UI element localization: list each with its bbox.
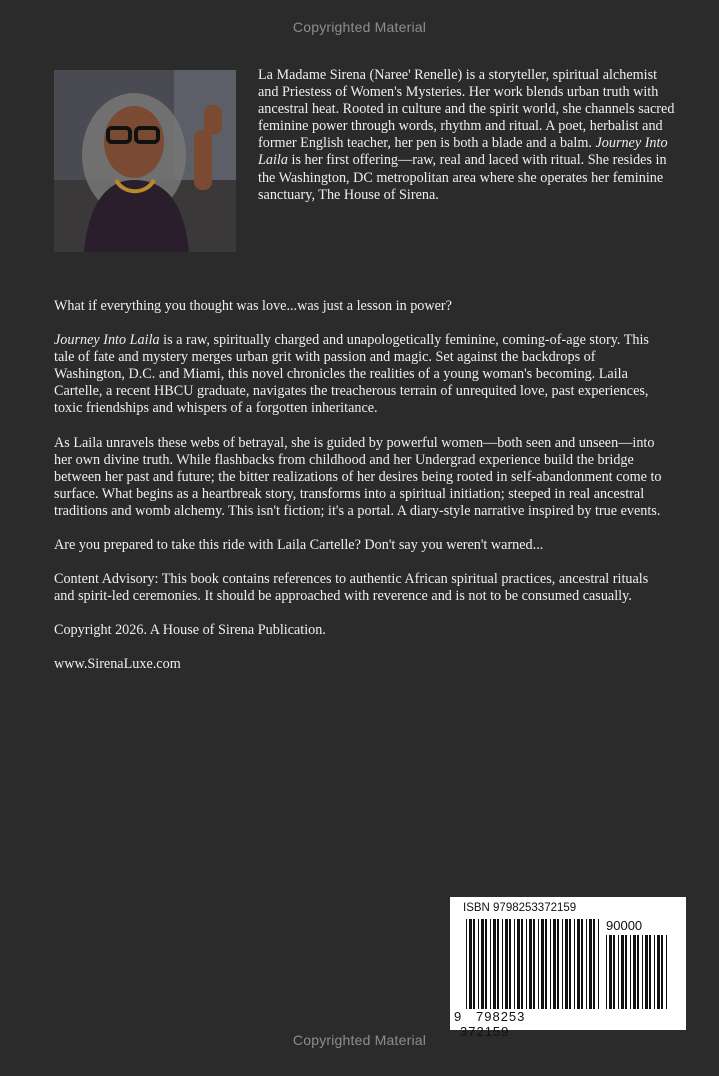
barcode-bar (514, 919, 515, 1009)
barcode-bar (586, 919, 587, 1009)
barcode-bar (645, 935, 648, 1009)
barcode-bar (466, 919, 467, 1009)
barcode-bar (478, 919, 479, 1009)
barcode-bar (618, 935, 619, 1009)
author-portrait-image (54, 70, 236, 252)
description-book-title: Journey Into Laila (54, 332, 160, 349)
barcode-bar (625, 935, 627, 1009)
barcode-bar (557, 919, 559, 1009)
barcode-bar (497, 919, 499, 1009)
barcode-bar (581, 919, 583, 1009)
barcode-bar (569, 919, 571, 1009)
barcode-bar (502, 919, 503, 1009)
content-advisory: Content Advisory: This book contains references to authentic African spiritual practices, ancestral rituals and spirit-led ceremonies. It should be approached with reverence and is not to be consumed casually. (54, 571, 649, 605)
barcode-bar (593, 919, 595, 1009)
barcode-bar (609, 935, 612, 1009)
barcode-bar (526, 919, 527, 1009)
website-url: www.SirenaLuxe.com (54, 656, 181, 673)
copyright-watermark-top: Copyrighted Material (292, 19, 427, 35)
barcode-bar (649, 935, 651, 1009)
barcode-bar (666, 935, 667, 1009)
isbn-digits-group-1: 798253 (476, 1009, 526, 1024)
barcode-bar (509, 919, 511, 1009)
bio-text-1: La Madame Sirena (Naree' Renelle) is a storyteller, spiritual alchemist and Priestess of Women's Mysteries. Her work blends urban truth with ancestral heat. Rooted in culture and the spirit world, she channels sacred feminine power through words, rhythm and ritual. A poet, herbalist and former English teacher, her pen is both a blade and a balm. (258, 67, 675, 152)
barcode-bar (553, 919, 556, 1009)
barcode-bar (473, 919, 475, 1009)
barcode-bar (469, 919, 472, 1009)
barcode-bar (490, 919, 491, 1009)
author-photo (54, 70, 236, 252)
author-bio (258, 67, 676, 204)
price-code: 90000 (606, 918, 643, 933)
copyright-watermark-bottom: Copyrighted Material (292, 1032, 427, 1048)
barcode-bar (562, 919, 563, 1009)
barcode-bar (642, 935, 643, 1009)
barcode-bar (661, 935, 663, 1009)
bio-book-title: Journey Into Laila (258, 135, 668, 169)
isbn-label: ISBN 9798253372159 (463, 902, 577, 914)
barcode-bar (630, 935, 631, 1009)
description-paragraph-1 (54, 332, 668, 417)
barcode-bar (657, 935, 660, 1009)
barcode-bar (565, 919, 568, 1009)
barcode-bar (598, 919, 599, 1009)
barcode-bar (541, 919, 544, 1009)
book-description (54, 298, 668, 691)
barcode-bar (621, 935, 624, 1009)
description-paragraph-3: Are you prepared to take this ride with Laila Cartelle? Don't say you weren't warned... (54, 537, 544, 554)
barcode-bar (545, 919, 547, 1009)
barcode-bar (521, 919, 523, 1009)
barcode-bar (613, 935, 615, 1009)
barcode-bar (533, 919, 535, 1009)
barcode-bar (606, 935, 607, 1009)
barcode-bar (517, 919, 520, 1009)
barcode-bar (589, 919, 592, 1009)
barcode-bar (574, 919, 575, 1009)
bio-text-2: is her first offering—raw, real and laced with ritual. She resides in the Washington, DC metropolitan area where she operates her feminine sanctuary, The House of Sirena. (258, 152, 667, 203)
barcode-bar (529, 919, 532, 1009)
description-text-1: is a raw, spiritually charged and unapologetically feminine, coming-of-age story. This tale of fate and mystery merges urban grit with passion and magic. Set against the backdrops of Washington, D.C. and Miami, this novel chronicles the realities of a young woman's becoming. Laila Cartelle, a recent HBCU graduate, navigates the treacherous terrain of unrequited love, past experiences, toxic friendships and whispers of a forgotten inheritance. (54, 332, 649, 417)
barcode-bar (633, 935, 636, 1009)
barcode-bar (550, 919, 551, 1009)
barcode-bar (485, 919, 487, 1009)
barcode-bar (505, 919, 508, 1009)
description-paragraph-2: As Laila unravels these webs of betrayal, she is guided by powerful women—both seen and unseen—into her own divine truth. While flashbacks from childhood and her Undergrad experience build the bridge between her past and future; the bitter realizations of her desires being rooted in self-abandonment come to surface. What begins as a heartbreak story, transforms into a spiritual initiation; steeped in real ancestral traditions and womb alchemy. This isn't fiction; it's a portal. A diary-style narrative inspired by true events. (54, 434, 662, 519)
isbn-digit-first: 9 (454, 1009, 463, 1024)
barcode-bar (538, 919, 539, 1009)
hook-line: What if everything you thought was love...was just a lesson in power? (54, 298, 452, 314)
barcode-bar (577, 919, 580, 1009)
barcode-bar (637, 935, 639, 1009)
isbn-barcode (450, 897, 686, 1039)
barcode-bar (493, 919, 496, 1009)
price-barcode-bars (606, 935, 668, 1009)
barcode-bar (654, 935, 655, 1009)
isbn-digits-group-2: 372159 (460, 1024, 510, 1039)
copyright-line: Copyright 2026. A House of Sirena Publication. (54, 622, 326, 639)
barcode-bars (466, 919, 602, 1009)
barcode-bar (481, 919, 484, 1009)
